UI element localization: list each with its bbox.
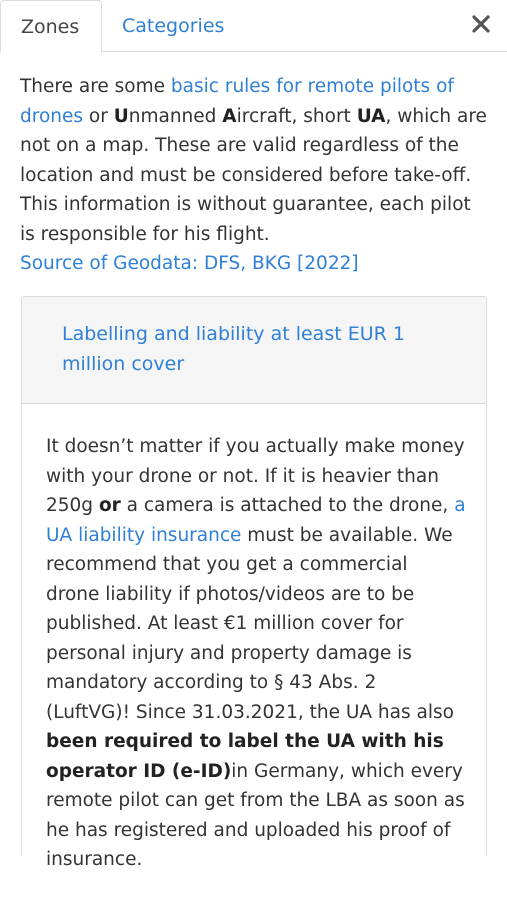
tab-bar <box>0 0 507 52</box>
body-bold-or: or <box>98 495 121 516</box>
intro-bold-ua: UA <box>356 105 386 127</box>
intro-text: , which are not on a map. These are valid regardless of the location and must be considered before take-off. This information is without guarantee, each pilot is responsible for his flight. <box>20 105 487 245</box>
body-text: a camera is attached to the drone, <box>120 495 455 516</box>
body-text: must be available. We recommend that you get a commercial drone liability if photos/videos are to be published. At least €1 million cover for personal injury and property damage is mandatory according to § 43 Abs. 2 (LuftVG)! Since 31.03.2021, the UA has also <box>46 524 454 723</box>
intro-bold-u: U <box>113 105 129 127</box>
body-text: in Germany, which every remote pilot can get from the LBA as soon as he has registered and uploaded his proof of insurance. <box>46 760 465 870</box>
tab-categories[interactable]: Categories <box>122 15 225 37</box>
intro-text: or <box>83 105 114 127</box>
liability-insurance-link[interactable]: a UA liability insurance <box>46 495 466 546</box>
body-text: It doesn’t matter if you actually make money with your drone or not. If it is heavier than 250g <box>46 436 465 516</box>
close-icon <box>471 14 491 34</box>
intro-paragraph <box>20 72 490 279</box>
intro-text: ircraft, short <box>236 105 357 127</box>
tab-zones[interactable]: Zones <box>0 0 102 53</box>
accordion-panel <box>21 296 487 870</box>
geodata-source-link[interactable]: Source of Geodata: DFS, BKG [2022] <box>20 253 359 274</box>
panel-body <box>22 404 486 875</box>
body-bold-eid: been required to label the UA with his operator ID (e-ID) <box>46 731 444 782</box>
close-button[interactable] <box>463 6 499 42</box>
intro-text: There are some <box>20 76 171 97</box>
basic-rules-link[interactable]: basic rules for remote pilots of drones <box>20 76 454 127</box>
intro-text: nmanned <box>128 105 223 127</box>
panel-title[interactable]: Labelling and liability at least EUR 1 million cover <box>22 297 486 404</box>
intro-bold-a: A <box>222 105 237 127</box>
